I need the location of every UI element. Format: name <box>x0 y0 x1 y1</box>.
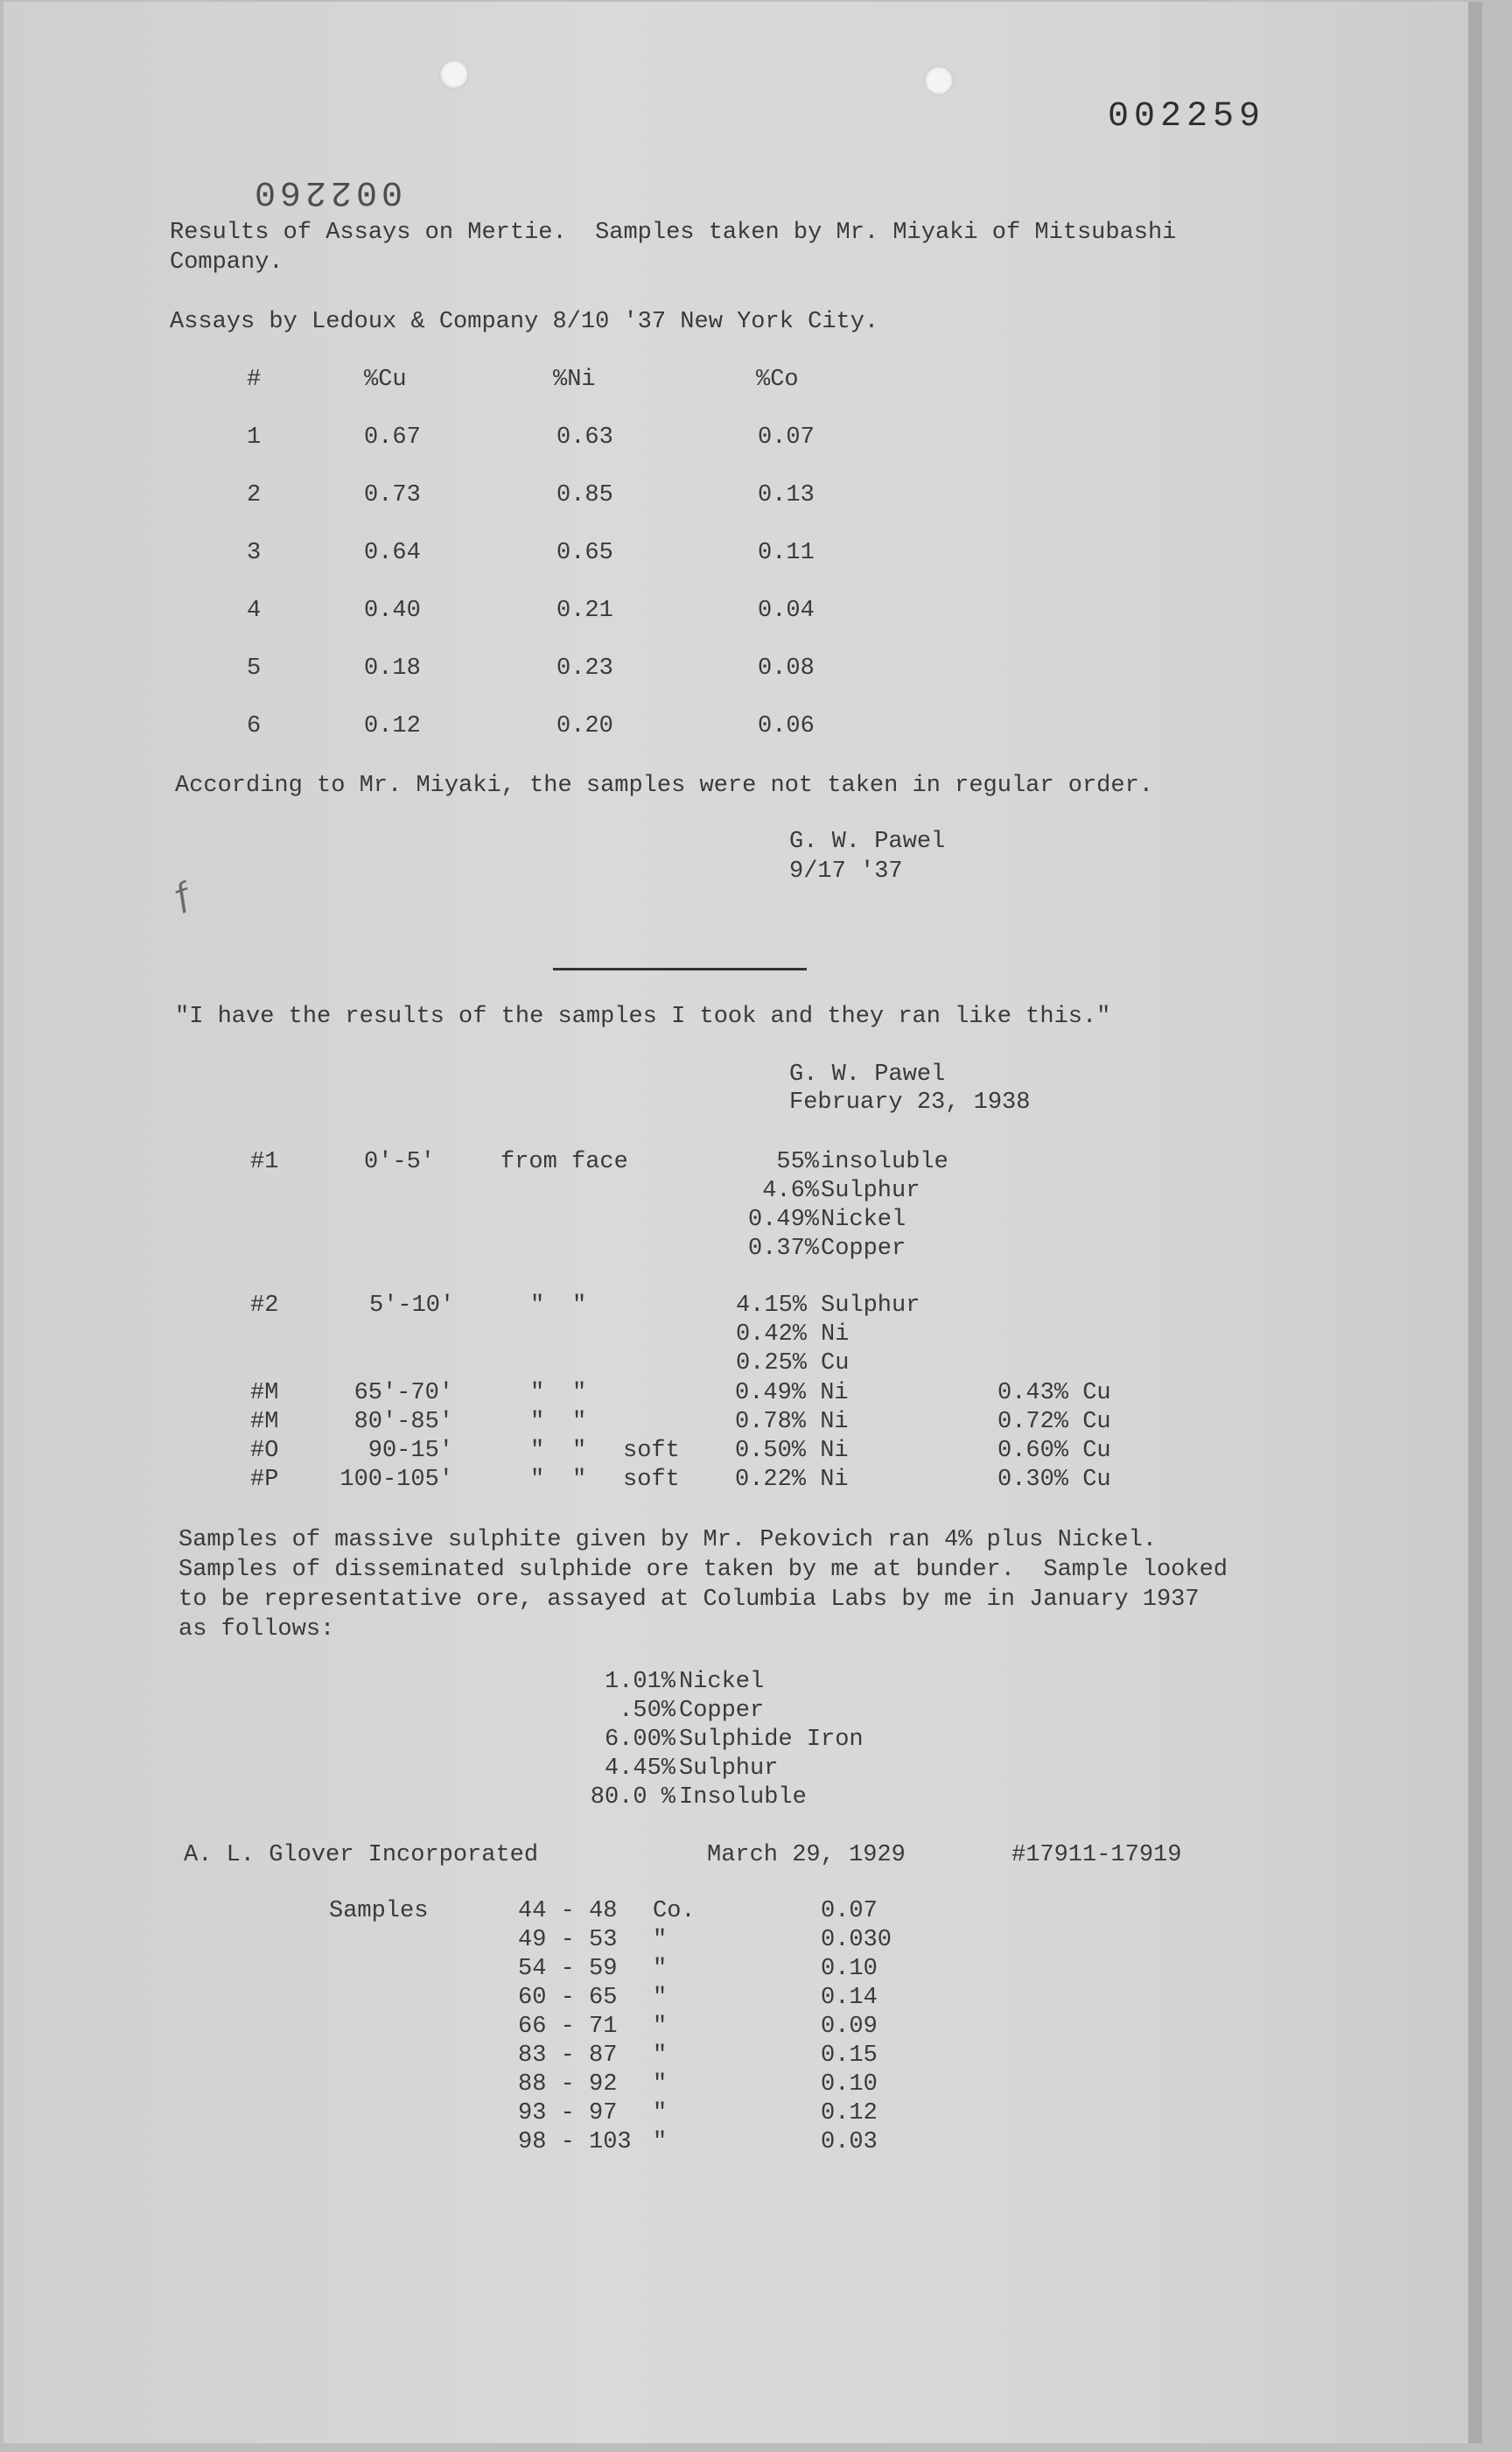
assay-cell: 0.64 <box>364 540 421 566</box>
sample1-label: Nickel <box>821 1207 906 1233</box>
assays-by-line: Assays by Ledoux & Company 8/10 '37 New York City. <box>170 309 879 335</box>
deep-sample-ditto: " <box>572 1380 587 1406</box>
deep-sample-note: soft <box>623 1467 680 1493</box>
glover-range: 49 - 53 <box>518 1927 618 1953</box>
deep-sample-ditto: " <box>530 1380 545 1406</box>
sample1-value: 4.6% <box>762 1178 819 1204</box>
deep-sample-ditto: " <box>530 1467 545 1493</box>
glover-element: " <box>653 1985 668 2011</box>
assay-cell: 0.06 <box>758 713 815 739</box>
glover-range: 44 - 48 <box>518 1898 618 1924</box>
deep-sample-range: 100-105' <box>340 1467 453 1493</box>
paragraph-line: as follows: <box>178 1616 335 1643</box>
glover-company: A. L. Glover Incorporated <box>184 1842 539 1868</box>
glover-element: " <box>653 1927 668 1953</box>
glover-range: 54 - 59 <box>518 1956 618 1982</box>
glover-reference: #17911-17919 <box>1012 1842 1182 1868</box>
columbia-value: 80.0 % <box>590 1784 676 1811</box>
assay-cell: 0.12 <box>364 713 421 739</box>
assay-cell: 0.40 <box>364 598 421 624</box>
deep-sample-ditto: " <box>572 1467 587 1493</box>
glover-range: 66 - 71 <box>518 2014 618 2040</box>
punch-hole-left <box>439 60 469 89</box>
deep-sample-ni: 0.78% Ni <box>735 1409 849 1435</box>
assay-cell: 0.73 <box>364 482 421 508</box>
col-header-co: %Co <box>756 367 799 393</box>
columbia-label: Copper <box>679 1698 765 1724</box>
assay-cell: 0.18 <box>364 655 421 682</box>
sample2-ditto-1: " <box>530 1293 545 1319</box>
page-edge-shadow <box>1468 2 1482 2443</box>
assay-cell: 0.08 <box>758 655 815 682</box>
glover-element: " <box>653 2100 668 2126</box>
sample2-ditto-2: " <box>572 1293 587 1319</box>
signature-date-1: 9/17 '37 <box>789 858 903 885</box>
pencil-mark: ƒ <box>167 874 200 919</box>
document-page <box>4 2 1482 2443</box>
glover-value: 0.15 <box>821 2042 878 2069</box>
assay-cell: 0.04 <box>758 598 815 624</box>
col-header-cu: %Cu <box>364 367 407 393</box>
sample2-value: 0.25% <box>735 1350 807 1377</box>
sample1-range: 0'-5' <box>364 1149 436 1175</box>
paragraph-line: to be representative ore, assayed at Columbia Labs by me in January 1937 <box>178 1587 1200 1613</box>
deep-sample-range: 65'-70' <box>354 1380 453 1406</box>
assay-title-line1: Results of Assays on Mertie. Samples taken by Mr. Miyaki of Mitsubashi <box>170 220 1177 246</box>
deep-sample-id: #M <box>250 1380 279 1406</box>
glover-range: 98 - 103 <box>518 2129 632 2155</box>
glover-samples-label: Samples <box>329 1898 429 1924</box>
col-header-number: # <box>247 367 262 393</box>
glover-element: Co. <box>653 1898 696 1924</box>
assay-cell: 3 <box>247 540 262 566</box>
deep-sample-ditto: " <box>572 1409 587 1435</box>
glover-element: " <box>653 2014 668 2040</box>
assay-cell: 6 <box>247 713 262 739</box>
glover-value: 0.03 <box>821 2129 878 2155</box>
sample2-label: Ni <box>821 1321 850 1348</box>
assay-cell: 0.07 <box>758 424 815 451</box>
assay-cell: 4 <box>247 598 262 624</box>
deep-sample-ni: 0.50% Ni <box>735 1438 849 1464</box>
sample2-id: #2 <box>250 1293 279 1319</box>
deep-sample-ditto: " <box>530 1438 545 1464</box>
sample2-value: 0.42% <box>735 1321 807 1348</box>
sample1-id: #1 <box>250 1149 279 1175</box>
sample1-value: 0.37% <box>747 1236 819 1262</box>
columbia-value: 6.00% <box>604 1727 676 1753</box>
deep-sample-ni: 0.22% Ni <box>735 1467 849 1493</box>
paragraph-line: Samples of massive sulphite given by Mr. Pekovich ran 4% plus Nickel. <box>178 1527 1157 1553</box>
sampling-note: According to Mr. Miyaki, the samples were not taken in regular order. <box>175 773 1153 799</box>
glover-range: 60 - 65 <box>518 1985 618 2011</box>
sample1-value: 55% <box>776 1149 819 1175</box>
deep-sample-cu: 0.72% Cu <box>998 1409 1111 1435</box>
assay-cell: 0.13 <box>758 482 815 508</box>
assay-cell: 0.67 <box>364 424 421 451</box>
glover-range: 93 - 97 <box>518 2100 618 2126</box>
columbia-label: Sulphide Iron <box>679 1727 864 1753</box>
assay-cell: 0.21 <box>556 598 613 624</box>
sample1-label: Copper <box>821 1236 906 1262</box>
sample2-value: 4.15% <box>735 1293 807 1319</box>
document-number-stamp: 002259 <box>1108 97 1266 137</box>
sample2-label: Cu <box>821 1350 850 1377</box>
punch-hole-right <box>924 66 954 95</box>
glover-value: 0.10 <box>821 2071 878 2098</box>
paragraph-line: Samples of disseminated sulphide ore taken by me at bunder. Sample looked <box>178 1557 1228 1583</box>
deep-sample-ni: 0.49% Ni <box>735 1380 849 1406</box>
glover-value: 0.07 <box>821 1898 878 1924</box>
glover-value: 0.14 <box>821 1985 878 2011</box>
glover-element: " <box>653 2129 668 2155</box>
sample2-label: Sulphur <box>821 1293 920 1319</box>
quote-line: "I have the results of the samples I took and they ran like this." <box>175 1004 1111 1030</box>
signature-name-2: G. W. Pawel <box>789 1061 946 1088</box>
deep-sample-id: #O <box>250 1438 279 1464</box>
glover-range: 88 - 92 <box>518 2071 618 2098</box>
deep-sample-id: #M <box>250 1409 279 1435</box>
deep-sample-note: soft <box>623 1438 680 1464</box>
assay-cell: 0.63 <box>556 424 613 451</box>
col-header-ni: %Ni <box>553 367 596 393</box>
glover-value: 0.030 <box>821 1927 892 1953</box>
columbia-label: Sulphur <box>679 1755 779 1782</box>
glover-date: March 29, 1929 <box>707 1842 906 1868</box>
assay-cell: 0.85 <box>556 482 613 508</box>
assay-cell: 0.20 <box>556 713 613 739</box>
glover-element: " <box>653 2042 668 2069</box>
signature-name-1: G. W. Pawel <box>789 829 946 855</box>
deep-sample-ditto: " <box>530 1409 545 1435</box>
section-divider <box>553 968 807 970</box>
deep-sample-range: 80'-85' <box>354 1409 453 1435</box>
assay-cell: 0.23 <box>556 655 613 682</box>
assay-cell: 0.65 <box>556 540 613 566</box>
sample1-label: insoluble <box>821 1149 948 1175</box>
columbia-label: Insoluble <box>679 1784 807 1811</box>
columbia-value: .50% <box>619 1698 676 1724</box>
deep-sample-cu: 0.60% Cu <box>998 1438 1111 1464</box>
signature-date-2: February 23, 1938 <box>789 1089 1031 1116</box>
assay-cell: 0.11 <box>758 540 815 566</box>
assay-cell: 5 <box>247 655 262 682</box>
assay-cell: 2 <box>247 482 262 508</box>
glover-range: 83 - 87 <box>518 2042 618 2069</box>
assay-cell: 1 <box>247 424 262 451</box>
faint-mirrored-number: 002260 <box>250 172 403 211</box>
glover-element: " <box>653 2071 668 2098</box>
columbia-label: Nickel <box>679 1669 765 1695</box>
deep-sample-cu: 0.30% Cu <box>998 1467 1111 1493</box>
deep-sample-cu: 0.43% Cu <box>998 1380 1111 1406</box>
deep-sample-ditto: " <box>572 1438 587 1464</box>
deep-sample-id: #P <box>250 1467 279 1493</box>
assay-title-line2: Company. <box>170 249 284 276</box>
glover-value: 0.10 <box>821 1956 878 1982</box>
columbia-value: 1.01% <box>604 1669 676 1695</box>
sample1-label: Sulphur <box>821 1178 920 1204</box>
sample2-range: 5'-10' <box>369 1293 455 1319</box>
glover-value: 0.12 <box>821 2100 878 2126</box>
glover-element: " <box>653 1956 668 1982</box>
sample1-value: 0.49% <box>747 1207 819 1233</box>
deep-sample-range: 90-15' <box>368 1438 453 1464</box>
glover-value: 0.09 <box>821 2014 878 2040</box>
sample1-location: from face <box>500 1149 628 1175</box>
columbia-value: 4.45% <box>604 1755 676 1782</box>
